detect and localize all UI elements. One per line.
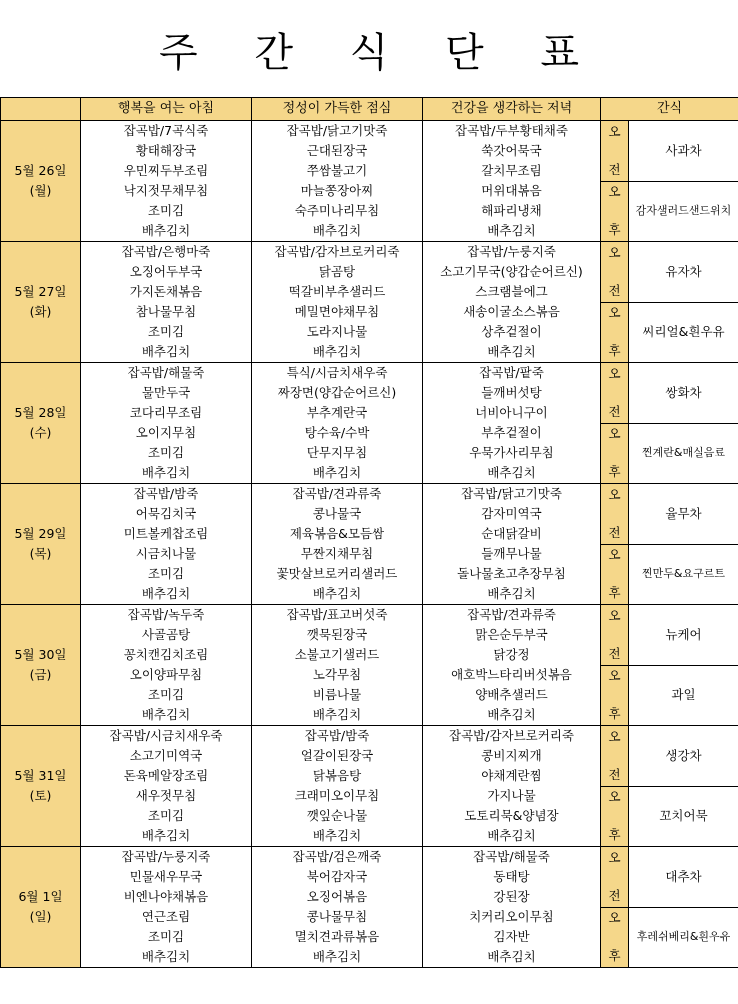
breakfast-item: 배추김치 (81, 342, 252, 363)
snack-morning: 사과차 (629, 121, 738, 182)
lunch-item: 단무지무침 (252, 443, 423, 463)
afternoon-label (601, 544, 629, 605)
lunch-item: 탕수육/수박 (252, 423, 423, 443)
ampm-char: 오 (608, 607, 621, 623)
dinner-item: 배추김치 (423, 342, 601, 363)
dinner-item: 잡곡밥/두부황태채죽 (423, 121, 601, 142)
ampm-char: 전 (608, 645, 621, 661)
lunch-item: 잡곡밥/견과류죽 (252, 484, 423, 505)
day-weekday: (토) (29, 788, 52, 803)
breakfast-item: 소고기미역국 (81, 746, 252, 766)
lunch-item: 배추김치 (252, 826, 423, 847)
breakfast-item: 꽁치캔김치조림 (81, 645, 252, 665)
ampm-char: 전 (608, 403, 621, 419)
day-label (1, 363, 81, 484)
day-date: 5월 29일 (14, 526, 67, 541)
breakfast-item: 미트볼케찹조림 (81, 524, 252, 544)
morning-label (601, 363, 629, 424)
header-dinner: 건강을 생각하는 저녁 (423, 98, 601, 121)
lunch-item: 오징어볶음 (252, 887, 423, 907)
ampm-char: 오 (608, 184, 621, 200)
snack-morning: 율무차 (629, 484, 738, 545)
menu-row (1, 726, 738, 747)
dinner-item: 순대닭갈비 (423, 524, 601, 544)
dinner-item: 야채계란찜 (423, 766, 601, 786)
day-weekday: (일) (29, 909, 52, 924)
lunch-item: 특식/시금치새우죽 (252, 363, 423, 384)
dinner-item: 맑은순두부국 (423, 625, 601, 645)
afternoon-label (601, 423, 629, 484)
day-label (1, 605, 81, 726)
lunch-item: 무짠지채무침 (252, 544, 423, 564)
breakfast-item: 잡곡밥/7곡식죽 (81, 121, 252, 142)
breakfast-item: 코다리무조림 (81, 403, 252, 423)
day-label (1, 847, 81, 968)
dinner-item: 잡곡밥/닭고기맛죽 (423, 484, 601, 505)
breakfast-item: 배추김치 (81, 584, 252, 605)
day-weekday: (수) (29, 425, 52, 440)
lunch-item: 숙주미나리무침 (252, 201, 423, 221)
breakfast-item: 잡곡밥/해물죽 (81, 363, 252, 384)
morning-label (601, 242, 629, 303)
morning-label (601, 484, 629, 545)
morning-label (601, 121, 629, 182)
breakfast-item: 오이양파무침 (81, 665, 252, 685)
lunch-item: 소불고기샐러드 (252, 645, 423, 665)
dinner-item: 상추겉절이 (423, 322, 601, 342)
menu-row (1, 605, 738, 626)
ampm-char: 오 (608, 849, 621, 865)
menu-row (1, 242, 738, 263)
dinner-item: 배추김치 (423, 463, 601, 484)
ampm-char: 후 (608, 706, 621, 722)
lunch-item: 콩나물국 (252, 504, 423, 524)
snack-morning: 유자차 (629, 242, 738, 303)
ampm-char: 후 (608, 222, 621, 238)
breakfast-item: 민물새우무국 (81, 867, 252, 887)
day-weekday: (화) (29, 304, 52, 319)
lunch-item: 부추계란국 (252, 403, 423, 423)
breakfast-item: 가지돈채볶음 (81, 282, 252, 302)
header-row (1, 98, 738, 121)
lunch-item: 배추김치 (252, 221, 423, 242)
day-label (1, 242, 81, 363)
menu-row (1, 181, 738, 201)
dinner-item: 들깨버섯탕 (423, 383, 601, 403)
day-date: 5월 28일 (14, 405, 67, 420)
day-date: 6월 1일 (18, 889, 63, 904)
menu-row (1, 484, 738, 505)
breakfast-item: 잡곡밥/녹두죽 (81, 605, 252, 626)
day-label (1, 121, 81, 242)
breakfast-item: 물만두국 (81, 383, 252, 403)
breakfast-item: 배추김치 (81, 826, 252, 847)
ampm-char: 후 (608, 827, 621, 843)
lunch-item: 콩나물무침 (252, 907, 423, 927)
menu-row (1, 544, 738, 564)
dinner-item: 애호박느타리버섯볶음 (423, 665, 601, 685)
dinner-item: 배추김치 (423, 826, 601, 847)
lunch-item: 잡곡밥/밤죽 (252, 726, 423, 747)
ampm-char: 오 (608, 123, 621, 139)
breakfast-item: 황태해장국 (81, 141, 252, 161)
ampm-char: 오 (608, 486, 621, 502)
snack-afternoon: 찐계란&매실음료 (629, 423, 738, 484)
snack-afternoon: 씨리얼&흰우유 (629, 302, 738, 363)
breakfast-item: 오징어두부국 (81, 262, 252, 282)
breakfast-item: 낙지젓무채무침 (81, 181, 252, 201)
dinner-item: 콩비지찌개 (423, 746, 601, 766)
dinner-item: 너비아니구이 (423, 403, 601, 423)
lunch-item: 닭곰탕 (252, 262, 423, 282)
lunch-item: 메밀면야채무침 (252, 302, 423, 322)
breakfast-item: 어묵김치국 (81, 504, 252, 524)
snack-afternoon: 후레쉬베리&흰우유 (629, 907, 738, 968)
breakfast-item: 연근조림 (81, 907, 252, 927)
lunch-item: 배추김치 (252, 584, 423, 605)
ampm-char: 후 (608, 343, 621, 359)
ampm-char: 전 (608, 766, 621, 782)
breakfast-item: 비엔나야채볶음 (81, 887, 252, 907)
lunch-item: 멸치견과류볶음 (252, 927, 423, 947)
breakfast-item: 배추김치 (81, 221, 252, 242)
lunch-item: 노각무침 (252, 665, 423, 685)
dinner-item: 닭강정 (423, 645, 601, 665)
morning-label (601, 605, 629, 666)
day-date: 5월 27일 (14, 284, 67, 299)
lunch-item: 크래미오이무침 (252, 786, 423, 806)
dinner-item: 양배추샐러드 (423, 685, 601, 705)
breakfast-item: 조미김 (81, 927, 252, 947)
day-weekday: (금) (29, 667, 52, 682)
lunch-item: 배추김치 (252, 705, 423, 726)
morning-label (601, 847, 629, 908)
ampm-char: 오 (608, 668, 621, 684)
dinner-item: 강된장 (423, 887, 601, 907)
lunch-item: 배추김치 (252, 947, 423, 968)
breakfast-item: 조미김 (81, 322, 252, 342)
menu-row (1, 302, 738, 322)
ampm-char: 전 (608, 282, 621, 298)
dinner-item: 쑥갓어묵국 (423, 141, 601, 161)
menu-row (1, 363, 738, 384)
ampm-char: 오 (608, 305, 621, 321)
lunch-item: 꽃맛살브로커리샐러드 (252, 564, 423, 584)
breakfast-item: 배추김치 (81, 463, 252, 484)
afternoon-label (601, 181, 629, 242)
lunch-item: 마늘쫑장아찌 (252, 181, 423, 201)
menu-row (1, 786, 738, 806)
dinner-item: 들깨무나물 (423, 544, 601, 564)
header-blank (1, 98, 81, 121)
afternoon-label (601, 665, 629, 726)
breakfast-item: 배추김치 (81, 705, 252, 726)
dinner-item: 잡곡밥/누룽지죽 (423, 242, 601, 263)
snack-morning: 대추차 (629, 847, 738, 908)
lunch-item: 얼갈이된장국 (252, 746, 423, 766)
breakfast-item: 잡곡밥/시금치새우죽 (81, 726, 252, 747)
lunch-item: 잡곡밥/닭고기맛죽 (252, 121, 423, 142)
lunch-item: 쭈쌈불고기 (252, 161, 423, 181)
ampm-char: 오 (608, 910, 621, 926)
header-snack: 간식 (601, 98, 738, 121)
dinner-item: 배추김치 (423, 221, 601, 242)
menu-row (1, 907, 738, 927)
breakfast-item: 오이지무침 (81, 423, 252, 443)
snack-afternoon: 과일 (629, 665, 738, 726)
dinner-item: 돌나물초고추장무침 (423, 564, 601, 584)
dinner-item: 동태탕 (423, 867, 601, 887)
dinner-item: 잡곡밥/감자브로커리죽 (423, 726, 601, 747)
day-date: 5월 31일 (14, 768, 67, 783)
dinner-item: 감자미역국 (423, 504, 601, 524)
ampm-char: 후 (608, 948, 621, 964)
afternoon-label (601, 302, 629, 363)
lunch-item: 깻묵된장국 (252, 625, 423, 645)
day-date: 5월 30일 (14, 647, 67, 662)
lunch-item: 떡갈비부추샐러드 (252, 282, 423, 302)
header-breakfast: 행복을 여는 아침 (81, 98, 252, 121)
dinner-item: 김자반 (423, 927, 601, 947)
breakfast-item: 참나물무침 (81, 302, 252, 322)
breakfast-item: 잡곡밥/누룽지죽 (81, 847, 252, 868)
dinner-item: 잡곡밥/팥죽 (423, 363, 601, 384)
ampm-char: 전 (608, 524, 621, 540)
lunch-item: 북어감자국 (252, 867, 423, 887)
dinner-item: 잡곡밥/견과류죽 (423, 605, 601, 626)
breakfast-item: 조미김 (81, 685, 252, 705)
breakfast-item: 사골곰탕 (81, 625, 252, 645)
dinner-item: 가지나물 (423, 786, 601, 806)
ampm-char: 후 (608, 464, 621, 480)
lunch-item: 닭볶음탕 (252, 766, 423, 786)
dinner-item: 배추김치 (423, 947, 601, 968)
snack-afternoon: 찐만두&요구르트 (629, 544, 738, 605)
dinner-item: 잡곡밥/해물죽 (423, 847, 601, 868)
breakfast-item: 새우젓무침 (81, 786, 252, 806)
dinner-item: 도토리묵&양념장 (423, 806, 601, 826)
dinner-item: 해파리냉채 (423, 201, 601, 221)
day-date: 5월 26일 (14, 163, 67, 178)
dinner-item: 배추김치 (423, 584, 601, 605)
weekly-menu-table (0, 97, 738, 968)
lunch-item: 제육볶음&모듬쌈 (252, 524, 423, 544)
day-weekday: (월) (29, 183, 52, 198)
afternoon-label (601, 907, 629, 968)
ampm-char: 후 (608, 585, 621, 601)
ampm-char: 오 (608, 547, 621, 563)
ampm-char: 오 (608, 728, 621, 744)
ampm-char: 오 (608, 244, 621, 260)
menu-row (1, 121, 738, 142)
day-label (1, 484, 81, 605)
dinner-item: 소고기무국(양갑순어르신) (423, 262, 601, 282)
day-weekday: (목) (29, 546, 52, 561)
lunch-item: 잡곡밥/표고버섯죽 (252, 605, 423, 626)
breakfast-item: 조미김 (81, 443, 252, 463)
snack-morning: 생강차 (629, 726, 738, 787)
ampm-char: 전 (608, 887, 621, 903)
snack-afternoon: 꼬치어묵 (629, 786, 738, 847)
lunch-item: 근대된장국 (252, 141, 423, 161)
lunch-item: 잡곡밥/검은깨죽 (252, 847, 423, 868)
dinner-item: 우묵가사리무침 (423, 443, 601, 463)
ampm-char: 오 (608, 789, 621, 805)
dinner-item: 갈치무조림 (423, 161, 601, 181)
menu-row (1, 665, 738, 685)
afternoon-label (601, 786, 629, 847)
ampm-char: 오 (608, 426, 621, 442)
dinner-item: 스크램블에그 (423, 282, 601, 302)
dinner-item: 배추김치 (423, 705, 601, 726)
lunch-item: 짜장면(양갑순어르신) (252, 383, 423, 403)
breakfast-item: 우민찌두부조림 (81, 161, 252, 181)
lunch-item: 잡곡밥/감자브로커리죽 (252, 242, 423, 263)
menu-body (1, 121, 738, 968)
page-title: 주 간 식 단 표 (158, 29, 602, 76)
dinner-item: 머위대볶음 (423, 181, 601, 201)
dinner-item: 치커리오이무침 (423, 907, 601, 927)
menu-row (1, 847, 738, 868)
breakfast-item: 조미김 (81, 806, 252, 826)
ampm-char: 전 (608, 161, 621, 177)
breakfast-item: 배추김치 (81, 947, 252, 968)
breakfast-item: 돈육메알장조림 (81, 766, 252, 786)
breakfast-item: 잡곡밥/은행마죽 (81, 242, 252, 263)
breakfast-item: 조미김 (81, 201, 252, 221)
lunch-item: 배추김치 (252, 342, 423, 363)
breakfast-item: 조미김 (81, 564, 252, 584)
snack-morning: 쌍화차 (629, 363, 738, 424)
breakfast-item: 시금치나물 (81, 544, 252, 564)
menu-row (1, 423, 738, 443)
day-label (1, 726, 81, 847)
header-lunch: 정성이 가득한 점심 (252, 98, 423, 121)
morning-label (601, 726, 629, 787)
dinner-item: 부추겉절이 (423, 423, 601, 443)
ampm-char: 오 (608, 365, 621, 381)
lunch-item: 도라지나물 (252, 322, 423, 342)
snack-morning: 뉴케어 (629, 605, 738, 666)
snack-afternoon: 감자샐러드샌드위치 (629, 181, 738, 242)
breakfast-item: 잡곡밥/밤죽 (81, 484, 252, 505)
dinner-item: 새송이굴소스볶음 (423, 302, 601, 322)
lunch-item: 비름나물 (252, 685, 423, 705)
lunch-item: 깻잎순나물 (252, 806, 423, 826)
lunch-item: 배추김치 (252, 463, 423, 484)
